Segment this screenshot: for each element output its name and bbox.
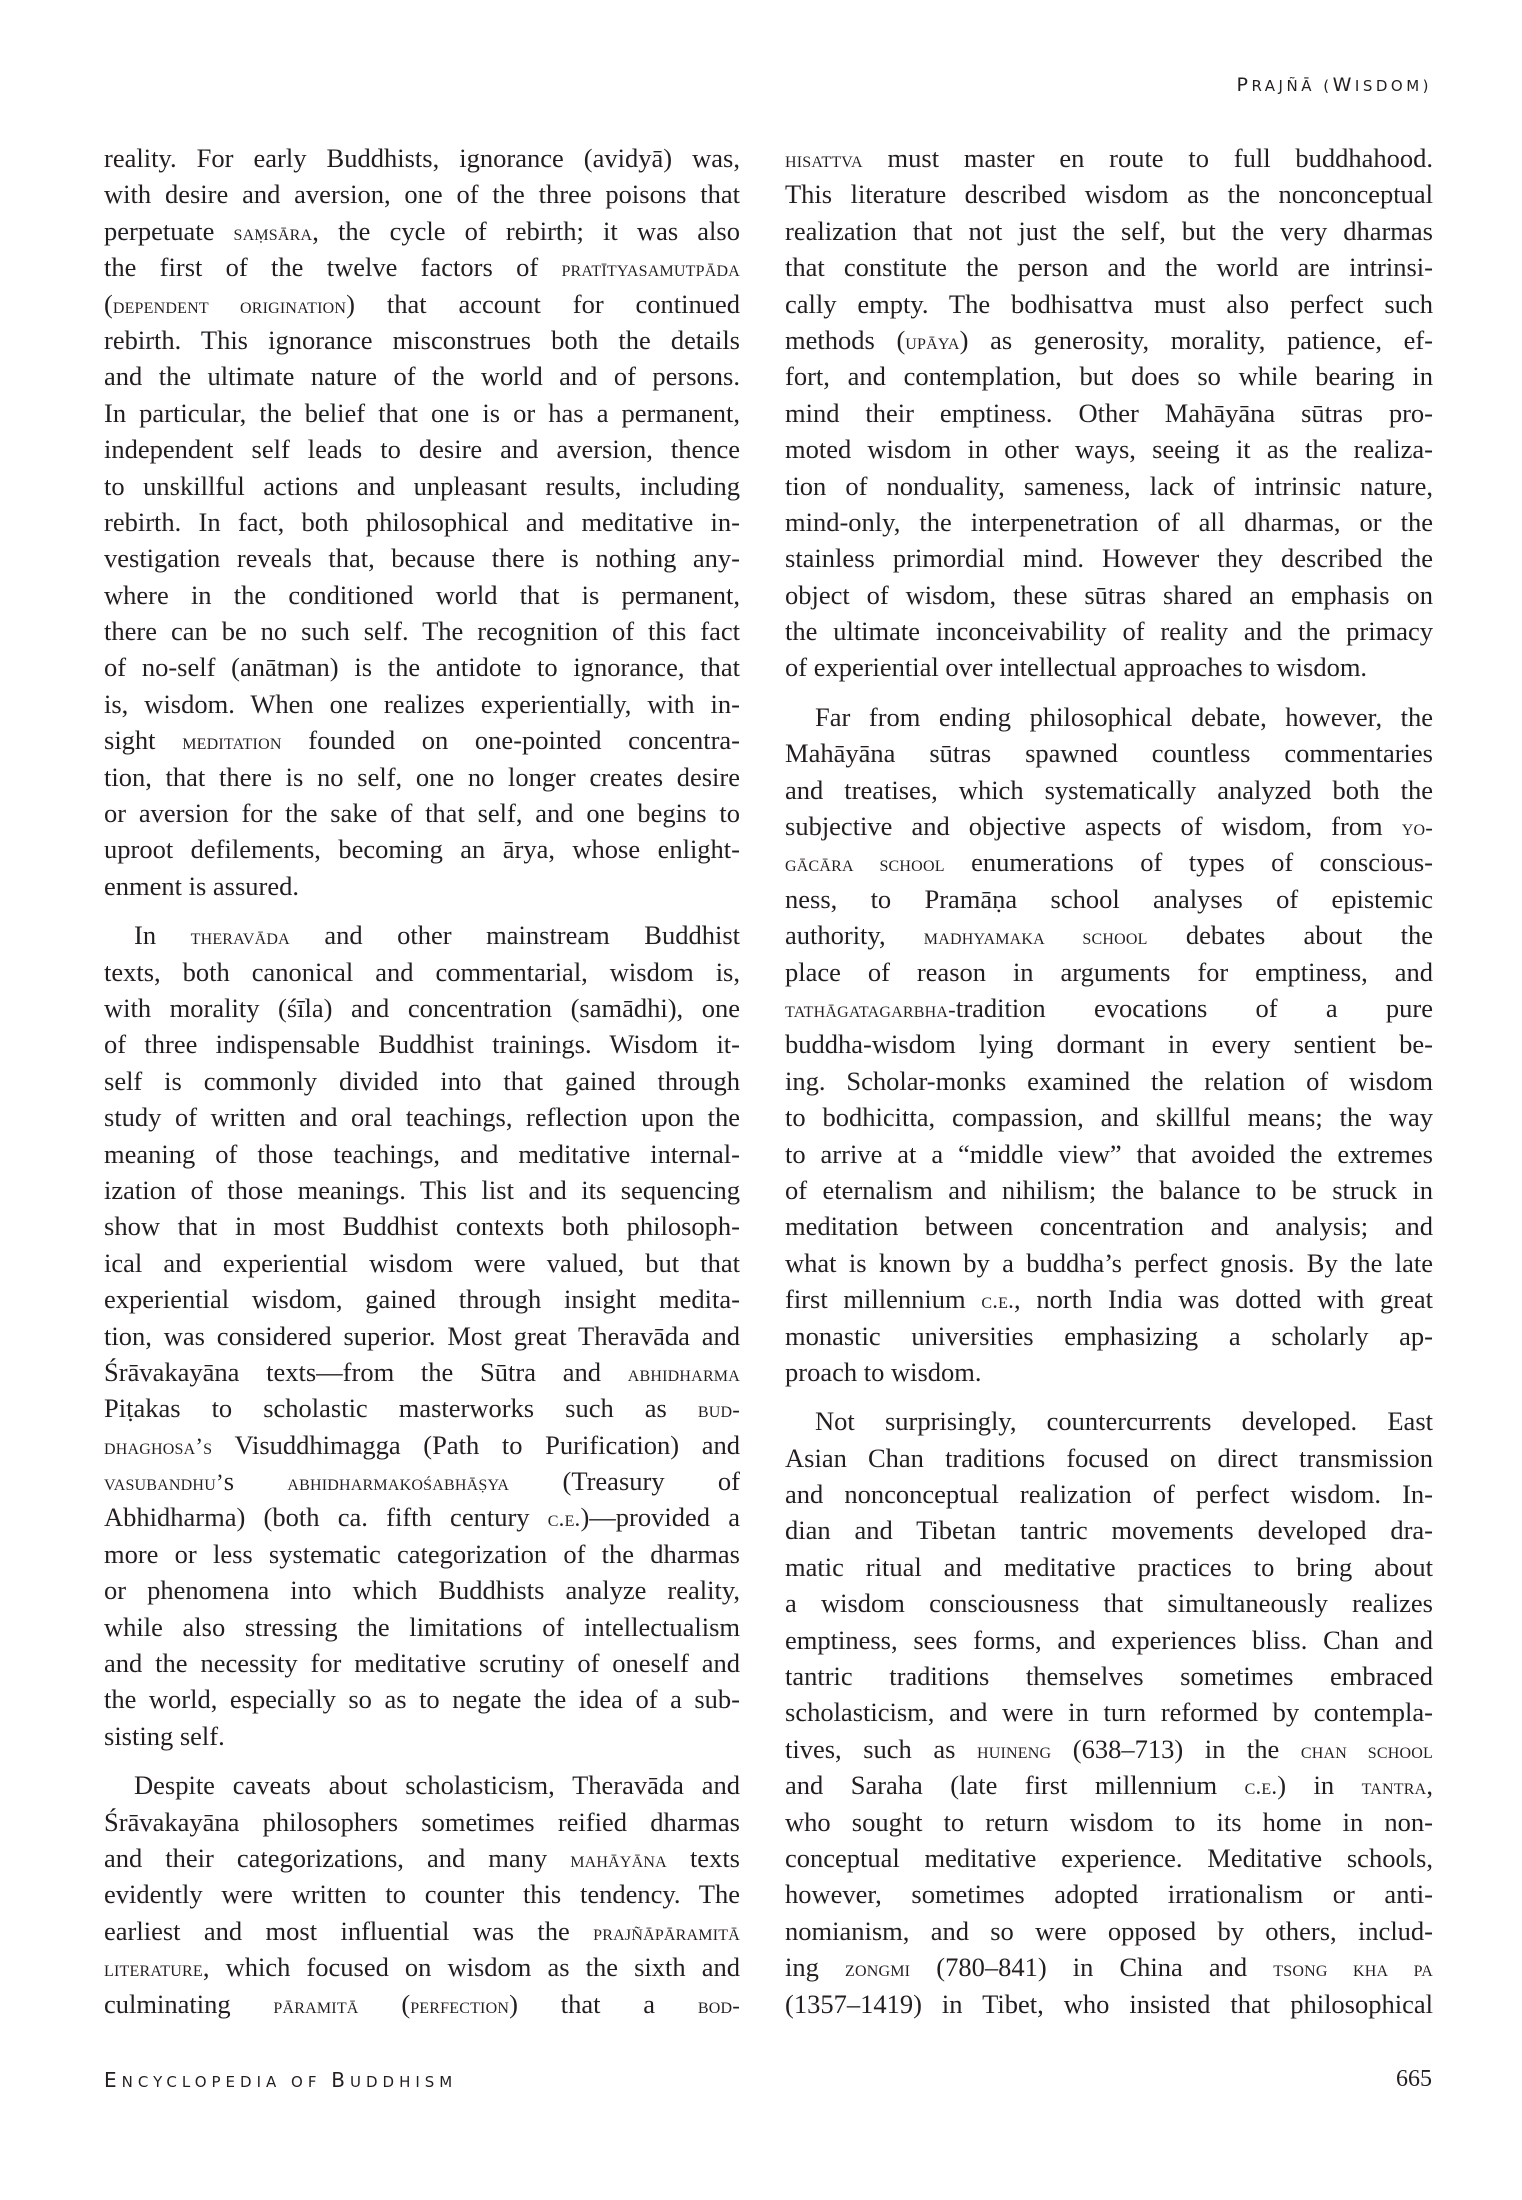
cross-reference: theravāda <box>190 924 290 950</box>
text-line: who sought to return wisdom to its home in non- <box>785 1806 1433 1837</box>
cross-reference: c.e. <box>981 1288 1014 1314</box>
text-line: texts, both canonical and commentarial, wisdom is, <box>104 956 740 987</box>
cross-reference: yo- <box>1401 815 1433 841</box>
cross-reference: abhidharmakośabhāṣya <box>287 1470 510 1496</box>
paragraph <box>104 917 740 1754</box>
text-line: (1357–1419) in Tibet, who insisted that philosophical <box>785 1988 1433 2019</box>
text-line: the first of the twelve factors of pratītyasamutpāda <box>104 252 740 283</box>
cross-reference: pratītyasamutpāda <box>561 256 740 282</box>
cross-reference: dependent origination <box>112 292 347 318</box>
text-line: dian and Tibetan tantric movements developed dra- <box>785 1515 1433 1546</box>
text-line: (dependent origination) that account for continued <box>104 288 741 319</box>
cross-reference: upāya <box>905 328 960 354</box>
text-line: stainless primordial mind. However they described the <box>785 543 1433 574</box>
text-line: where in the conditioned world that is permanent, <box>104 579 740 610</box>
cross-reference: abhidharma <box>627 1360 740 1386</box>
text-line: and nonconceptual realization of perfect wisdom. In- <box>785 1479 1433 1510</box>
text-line: and their categorizations, and many mahāyāna texts <box>104 1842 740 1873</box>
cross-reference: gācāra school <box>785 851 945 877</box>
text-line: of no-self (anātman) is the antidote to ignorance, that <box>104 652 740 683</box>
text-line: and the ultimate nature of the world and of persons. <box>104 361 740 392</box>
running-head-part: ISDOM) <box>1354 77 1432 95</box>
cross-reference: dhaghosa’s <box>104 1433 213 1459</box>
text-line: In theravāda and other mainstream Buddhist <box>134 920 740 951</box>
text-line: uproot defilements, becoming an ārya, whose enlight- <box>104 834 740 865</box>
paragraph <box>785 140 1433 686</box>
running-head-part: RAJÑĀ ( <box>1251 77 1333 95</box>
text-line: with desire and aversion, one of the three poisons that <box>104 179 740 210</box>
footer-title-part: B <box>331 2068 350 2092</box>
text-line: rebirth. In fact, both philosophical and meditative in- <box>104 506 740 537</box>
cross-reference: madhyamaka school <box>923 924 1148 950</box>
text-line: Piṭakas to scholastic masterworks such as bud- <box>104 1393 740 1424</box>
text-line: or phenomena into which Buddhists analyze reality, <box>104 1575 740 1606</box>
cross-reference: meditation <box>182 729 282 755</box>
text-line: self is commonly divided into that gained through <box>104 1065 740 1096</box>
text-line: experiential wisdom, gained through insight medita- <box>104 1284 740 1315</box>
text-line: conceptual meditative experience. Meditative schools, <box>785 1842 1433 1873</box>
text-line: emptiness, sees forms, and experiences bliss. Chan and <box>785 1624 1433 1655</box>
text-line: more or less systematic categorization of the dharmas <box>104 1538 740 1569</box>
text-line: evidently were written to counter this tendency. The <box>104 1879 740 1910</box>
text-line: vasubandhu’s abhidharmakośabhāṣya (Treasury of <box>104 1466 740 1497</box>
text-line: mind-only, the interpenetration of all dharmas, or the <box>785 506 1433 537</box>
text-line: scholasticism, and were in turn reformed by contempla- <box>785 1697 1433 1728</box>
text-line: reality. For early Buddhists, ignorance (avidyā) was, <box>104 143 740 173</box>
text-line: tion, that there is no self, one no longer creates desire <box>104 761 740 792</box>
footer-title-part: E <box>104 2068 122 2092</box>
text-line: and treatises, which systematically analyzed both the <box>785 774 1433 805</box>
running-head-part: W <box>1332 74 1355 96</box>
cross-reference: bud- <box>697 1397 740 1423</box>
text-line: moted wisdom in other ways, seeing it as the realiza- <box>785 434 1433 465</box>
footer-title-part: NCYCLOPEDIA OF <box>121 2073 332 2091</box>
text-line: tion, was considered superior. Most great Theravāda and <box>104 1320 740 1351</box>
cross-reference: c.e. <box>1244 1774 1278 1800</box>
text-line: object of wisdom, these sūtras shared an emphasis on <box>785 579 1433 610</box>
footer-title-part: UDDHISM <box>349 2073 458 2091</box>
cross-reference: saṃsāra <box>233 219 313 245</box>
paragraph <box>785 1403 1433 2022</box>
text-line: dhaghosa’s Visuddhimagga (Path to Purification) and <box>104 1429 740 1460</box>
text-line: tathāgatagarbha-tradition evocations of a pure <box>785 992 1433 1023</box>
text-line: ical and experiential wisdom were valued, but that <box>104 1247 740 1278</box>
cross-reference: tantra <box>1361 1774 1427 1800</box>
text-line: Abhidharma) (both ca. fifth century c.e.)—provided a <box>104 1502 740 1533</box>
text-line: ness, to Pramāṇa school analyses of epistemic <box>785 883 1433 914</box>
text-line: study of written and oral teachings, reflection upon the <box>104 1102 740 1133</box>
text-line: that constitute the person and the world are intrinsi- <box>785 252 1433 283</box>
paragraph <box>104 1767 740 2022</box>
text-line: meaning of those teachings, and meditative internal- <box>104 1138 740 1169</box>
text-line: of eternalism and nihilism; the balance to be struck in <box>785 1174 1433 1205</box>
cross-reference: mahāyāna <box>570 1846 667 1872</box>
text-line: methods (upāya) as generosity, morality, patience, ef- <box>785 324 1433 355</box>
text-line: tion of nonduality, sameness, lack of intrinsic nature, <box>785 470 1433 501</box>
text-line: buddha-wisdom lying dormant in every sentient be- <box>785 1029 1433 1060</box>
text-line: mind their emptiness. Other Mahāyāna sūtras pro- <box>785 397 1433 428</box>
text-line: first millennium c.e., north India was dotted with great <box>785 1284 1433 1315</box>
text-line: matic ritual and meditative practices to bring about <box>785 1551 1433 1582</box>
cross-reference: pāramitā <box>273 1992 359 2018</box>
footer-book-title <box>104 2068 457 2092</box>
text-line: Asian Chan traditions focused on direct transmission <box>785 1442 1433 1473</box>
text-line: there can be no such self. The recognition of this fact <box>104 616 740 647</box>
text-line: This literature described wisdom as the nonconceptual <box>785 179 1433 210</box>
text-line: however, sometimes adopted irrationalism or anti- <box>785 1879 1433 1910</box>
text-line: proach to wisdom. <box>785 1356 982 1387</box>
text-line: Not surprisingly, countercurrents developed. East <box>815 1406 1433 1437</box>
text-line: authority, madhyamaka school debates about the <box>785 920 1433 951</box>
text-line: what is known by a buddha’s perfect gnosis. By the late <box>785 1247 1433 1278</box>
text-line: enment is assured. <box>104 870 300 901</box>
text-line: tantric traditions themselves sometimes embraced <box>785 1661 1433 1692</box>
text-line: to bodhicitta, compassion, and skillful means; the way <box>785 1102 1433 1133</box>
right-column <box>785 140 1433 2035</box>
left-column <box>104 140 740 2035</box>
cross-reference: perfection <box>410 1992 510 2018</box>
text-line: earliest and most influential was the prajñāpāramitā <box>104 1915 740 1946</box>
text-line: nomianism, and so were opposed by others, includ- <box>785 1915 1433 1946</box>
text-line: fort, and contemplation, but does so while bearing in <box>785 361 1433 392</box>
text-line: of experiential over intellectual approaches to wisdom. <box>785 652 1368 683</box>
cross-reference: zongmi <box>844 1956 911 1982</box>
text-line: gācāra school enumerations of types of conscious- <box>785 847 1433 878</box>
text-line: realization that not just the self, but the very dharmas <box>785 215 1433 246</box>
text-line: Despite caveats about scholasticism, Theravāda and <box>134 1770 740 1801</box>
text-line: show that in most Buddhist contexts both philosoph- <box>104 1211 740 1242</box>
text-line: Mahāyāna sūtras spawned countless commentaries <box>785 738 1433 769</box>
text-line: vestigation reveals that, because there is nothing any- <box>104 543 740 574</box>
cross-reference: c.e. <box>547 1506 581 1532</box>
text-line: place of reason in arguments for emptiness, and <box>785 956 1433 987</box>
text-line: literature, which focused on wisdom as the sixth and <box>104 1952 740 1983</box>
text-line: monastic universities emphasizing a scholarly ap- <box>785 1320 1433 1351</box>
text-line: sight meditation founded on one-pointed concentra- <box>104 725 740 756</box>
text-line: is, wisdom. When one realizes experientially, with in- <box>104 688 740 719</box>
cross-reference: tsong kha pa <box>1273 1956 1433 1982</box>
page-number: 665 <box>1396 2066 1432 2092</box>
cross-reference: huineng <box>976 1737 1052 1763</box>
text-line: perpetuate saṃsāra, the cycle of rebirth; it was also <box>104 215 740 246</box>
text-line: the ultimate inconceivability of reality and the primacy <box>785 616 1433 647</box>
cross-reference: bod- <box>697 1992 740 2018</box>
text-line: cally empty. The bodhisattva must also perfect such <box>785 288 1433 319</box>
text-line: sisting self. <box>104 1720 225 1751</box>
text-line: tives, such as huineng (638–713) in the chan school <box>785 1733 1433 1764</box>
text-line: Śrāvakayāna philosophers sometimes reified dharmas <box>104 1806 740 1837</box>
paragraph <box>785 699 1433 1390</box>
paragraph <box>104 140 740 904</box>
text-line: of three indispensable Buddhist trainings. Wisdom it- <box>104 1029 740 1060</box>
text-line: ing zongmi (780–841) in China and tsong kha pa <box>785 1952 1433 1983</box>
text-line: to arrive at a “middle view” that avoided the extremes <box>785 1138 1433 1169</box>
cross-reference: tathāgatagarbha- <box>785 996 956 1022</box>
text-line: to unskillful actions and unpleasant results, including <box>104 470 740 501</box>
text-line: meditation between concentration and analysis; and <box>785 1211 1433 1242</box>
text-line: ing. Scholar-monks examined the relation of wisdom <box>785 1065 1433 1096</box>
text-line: hisattva must master en route to full buddhahood. <box>785 143 1433 173</box>
running-head <box>1237 74 1432 96</box>
text-line: ization of those meanings. This list and its sequencing <box>104 1174 740 1205</box>
text-line: a wisdom consciousness that simultaneously realizes <box>785 1588 1433 1619</box>
text-line: In particular, the belief that one is or has a permanent, <box>104 397 740 428</box>
text-line: Śrāvakayāna texts—from the Sūtra and abhidharma <box>104 1356 740 1387</box>
cross-reference: chan school <box>1300 1737 1433 1763</box>
cross-reference: hisattva <box>785 147 863 172</box>
text-line: and the necessity for meditative scrutiny of oneself and <box>104 1648 740 1679</box>
text-line: or aversion for the sake of that self, and one begins to <box>104 798 740 829</box>
cross-reference: literature <box>104 1956 203 1982</box>
text-line: with morality (śīla) and concentration (samādhi), one <box>104 992 740 1023</box>
cross-reference: vasubandhu’ <box>104 1470 224 1496</box>
running-head-part: P <box>1236 74 1252 96</box>
text-line: while also stressing the limitations of intellectualism <box>104 1611 740 1642</box>
cross-reference: prajñāpāramitā <box>593 1919 740 1945</box>
text-line: and Saraha (late first millennium c.e.) in tantra, <box>785 1770 1433 1801</box>
text-line: the world, especially so as to negate the idea of a sub- <box>104 1684 740 1715</box>
text-line: independent self leads to desire and aversion, thence <box>104 434 740 465</box>
text-line: rebirth. This ignorance misconstrues both the details <box>104 324 740 355</box>
text-line: Far from ending philosophical debate, however, the <box>815 701 1433 732</box>
text-line: culminating pāramitā (perfection) that a bod- <box>104 1988 740 2019</box>
text-line: subjective and objective aspects of wisdom, from yo- <box>785 811 1433 842</box>
